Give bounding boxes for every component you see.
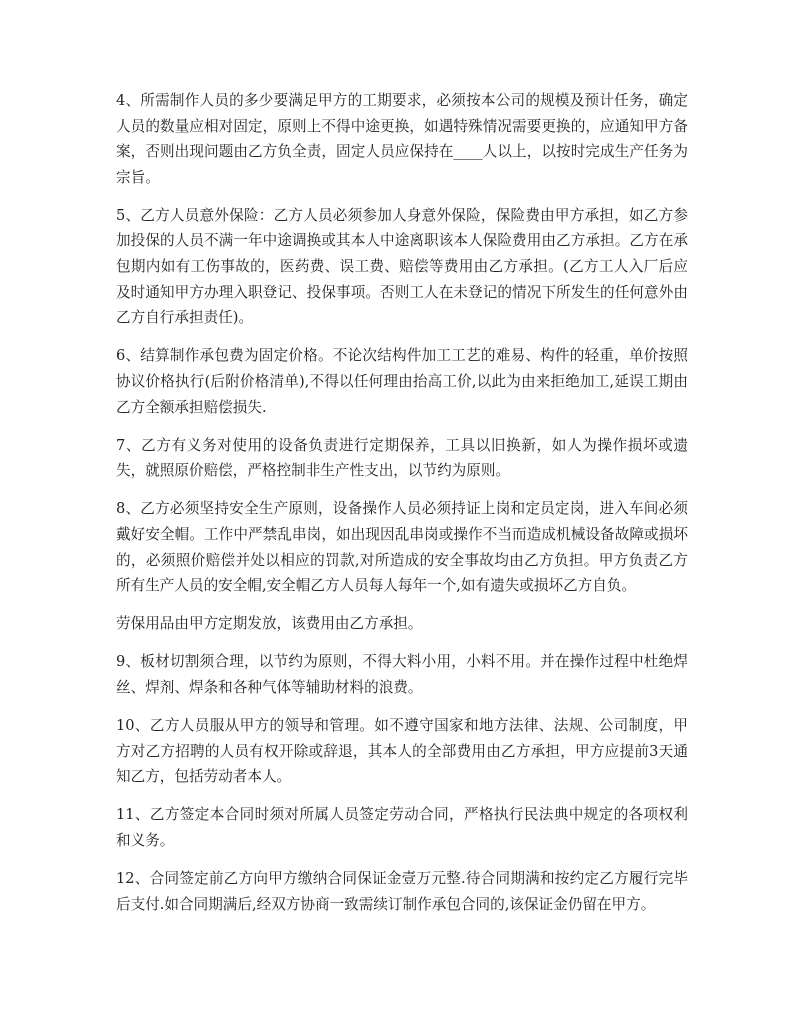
- clause-7-paragraph: 7、乙方有义务对使用的设备负责进行定期保养，工具以旧换新，如人为操作损坏或遗失，就照原价赔偿，严格控制非生产性支出，以节约为原则。: [116, 436, 688, 480]
- clause-4-paragraph: 4、所需制作人员的多少要满足甲方的工期要求，必须按本公司的规模及预计任务，确定人员的数量应相对固定，原则上不得中途更换，如遇特殊情况需要更换的，应通知甲方备案，否则出现问题由乙方负全责，固定人员应保持在____人以上，以按时完成生产任务为宗旨。: [116, 92, 688, 186]
- clause-8-paragraph: 8、乙方必须坚持安全生产原则，设备操作人员必须持证上岗和定员定岗，进入车间必须戴好安全帽。工作中严禁乱串岗，如出现因乱串岗或操作不当而造成机械设备故障或损坏的，必须照价赔偿并处以相应的罚款,对所造成的安全事故均由乙方负担。甲方负责乙方所有生产人员的安全帽,安全帽乙方人员每人每年一个,如有遗失或损坏乙方自负。: [116, 500, 688, 595]
- protective-supplies-paragraph: 劳保用品由甲方定期发放，该费用由乙方承担。: [116, 615, 423, 633]
- clause-9-paragraph: 9、板材切割须合理，以节约为原则，不得大料小用，小料不用。并在操作过程中杜绝焊丝、焊剂、焊条和各种气体等辅助材料的浪费。: [116, 653, 688, 696]
- clause-10-paragraph: 10、乙方人员服从甲方的领导和管理。如不遵守国家和地方法律、法规、公司制度，甲方对乙方招聘的人员有权开除或辞退，其本人的全部费用由乙方承担，甲方应提前3天通知乙方，包括劳动者本人。: [116, 716, 688, 786]
- clause-6-paragraph: 6、结算制作承包费为固定价格。不论次结构件加工工艺的难易、构件的轻重，单价按照协议价格执行(后附价格清单),不得以任何理由抬高工价,以此为由来拒绝加工,延误工期由乙方全额承担赔偿损失.: [116, 347, 688, 416]
- clause-11-paragraph: 11、乙方签定本合同时须对所属人员签定劳动合同，严格执行民法典中规定的各项权利和义务。: [116, 806, 688, 849]
- clause-12-paragraph: 12、合同签定前乙方向甲方缴纳合同保证金壹万元整.待合同期满和按约定乙方履行完毕后支付.如合同期满后,经双方协商一致需续订制作承包合同的,该保证金仍留在甲方。: [116, 869, 688, 913]
- clause-5-paragraph: 5、乙方人员意外保险：乙方人员必须参加人身意外保险，保险费由甲方承担，如乙方参加投保的人员不满一年中途调换或其本人中途离职该本人保险费用由乙方承担。乙方在承包期内如有工伤事故的，医药费、误工费、赔偿等费用由乙方承担。(乙方工人入厂后应及时通知甲方办理入职登记、投保事项。否则工人在未登记的情况下所发生的任何意外由乙方自行承担责任)。: [116, 206, 688, 327]
- document-body: [116, 88, 688, 930]
